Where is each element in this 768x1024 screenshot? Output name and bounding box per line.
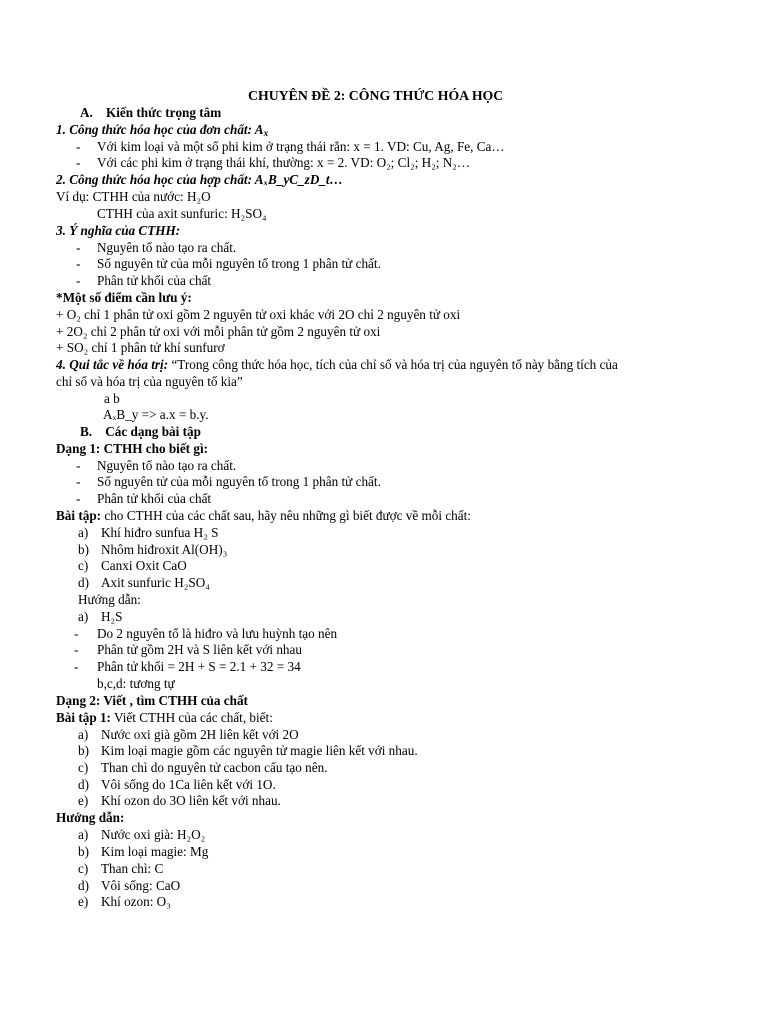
dang2-heading: Dạng 2: Viết , tìm CTHH của chất — [56, 693, 248, 708]
s3-item-3: Phân tử khối của chất — [97, 273, 212, 288]
s1-heading-text: 1. Công thức hóa học của đơn chất: A — [56, 122, 264, 137]
dang1-bullet-1: - — [76, 458, 81, 473]
dang1-exercise-text: cho CTHH của các chất sau, hãy nêu những gì biết được về mỗi chất: — [101, 508, 471, 523]
s1-item-1: Với kim loại và một số phi kim ở trạng thái rắn: x = 1. VD: Cu, Ag, Fe, Ca… — [97, 139, 505, 154]
section-a-heading: A. Kiến thức trọng tâm — [80, 105, 222, 120]
dang1-ex-a-key: a) — [78, 525, 89, 540]
s3-item-1: Nguyên tố nào tạo ra chất. — [97, 240, 237, 255]
dang2-guide-e-key: e) — [78, 894, 89, 909]
dang1-guide-bullet-2: - — [74, 642, 79, 657]
note-3: + SO₂ chỉ 1 phân tử khí sunfurơ — [56, 340, 225, 355]
s4-heading: 4. Qui tắc về hóa trị: — [56, 357, 169, 372]
dang1-bullet-2: - — [76, 474, 81, 489]
dang2-ex-e: Khí ozon do 3O liên kết với nhau. — [101, 793, 281, 808]
dang2-ex-b: Kim loại magie gồm các nguyên tử magie liên kết với nhau. — [101, 743, 418, 758]
dang1-item-1: Nguyên tố nào tạo ra chất. — [97, 458, 237, 473]
dang2-guide-a-key: a) — [78, 827, 89, 842]
dang2-exercise — [56, 710, 273, 726]
dang2-guide-d-key: d) — [78, 878, 89, 893]
dang1-guide-rest: b,c,d: tương tự — [97, 676, 175, 691]
dang2-ex-c: Than chì do nguyên tử cacbon cấu tạo nên. — [101, 760, 328, 775]
dang2-ex-c-key: c) — [78, 760, 89, 775]
dang1-ex-c-key: c) — [78, 558, 89, 573]
dang1-guide-bullet-3: - — [74, 659, 79, 674]
dang2-guide-c-key: c) — [78, 861, 89, 876]
s1-bullet-2: - — [76, 155, 81, 170]
dang2-ex-b-key: b) — [78, 743, 89, 758]
dang1-item-2: Số nguyên tử của mỗi nguyên tố trong 1 phân tử chất. — [97, 474, 381, 489]
dang2-guide-d: Vôi sống: CaO — [101, 878, 181, 893]
dang2-ex-e-key: e) — [78, 793, 89, 808]
dang2-exercise-text: Viết CTHH của các chất, biết: — [110, 710, 273, 725]
s2-example-2: CTHH của axit sunfuric: H₂SO₄ — [97, 206, 267, 221]
s4-text-1: “Trong công thức hóa học, tích của chỉ số và hóa trị của nguyên tố này bằng tích của — [171, 357, 618, 372]
dang2-exercise-label: Bài tập 1: — [56, 710, 111, 725]
note-1: + O₂ chỉ 1 phân tử oxi gồm 2 nguyên tử oxi khác với 2O chỉ 2 nguyên tử oxi — [56, 307, 461, 322]
s1-bullet-1: - — [76, 139, 81, 154]
dang2-guide-e: Khí ozon: O₃ — [101, 894, 171, 909]
dang1-guide-2: Phân tử gồm 2H và S liên kết với nhau — [97, 642, 302, 657]
dang1-ex-d: Axit sunfuric H₂SO₄ — [101, 575, 210, 590]
dang2-guide-b: Kim loại magie: Mg — [101, 844, 209, 859]
dang1-heading: Dạng 1: CTHH cho biết gì: — [56, 441, 209, 456]
dang2-ex-a: Nước oxi già gồm 2H liên kết với 2O — [101, 727, 299, 742]
dang2-guide-b-key: b) — [78, 844, 89, 859]
dang1-guide-a: H₂S — [101, 609, 123, 624]
section-b-heading: B. Các dạng bài tập — [80, 424, 201, 439]
dang1-ex-c: Canxi Oxit CaO — [101, 558, 187, 573]
dang1-exercise-label: Bài tập: — [56, 508, 102, 523]
notes-heading: *Một số điểm cần lưu ý: — [56, 290, 192, 305]
dang2-ex-a-key: a) — [78, 727, 89, 742]
s1-heading-sub: x — [263, 128, 269, 138]
dang1-item-3: Phân tử khối của chất — [97, 491, 212, 506]
dang1-bullet-3: - — [76, 491, 81, 506]
dang1-exercise — [56, 508, 471, 524]
s3-bullet-3: - — [76, 273, 81, 288]
dang1-guide-bullet-1: - — [74, 626, 79, 641]
dang1-guide-3: Phân tử khối = 2H + S = 2.1 + 32 = 34 — [97, 659, 301, 674]
s3-item-2: Số nguyên tử của mỗi nguyên tố trong 1 phân tử chất. — [97, 256, 381, 271]
s4-line-1 — [56, 357, 618, 373]
s2-heading: 2. Công thức hóa học của hợp chất: AₓB_yC_zD_t… — [56, 172, 343, 187]
dang1-ex-b-key: b) — [78, 542, 89, 557]
s4-text-2: chỉ số và hóa trị của nguyên tố kia” — [56, 374, 243, 389]
dang2-guide-a: Nước oxi già: H₂O₂ — [101, 827, 206, 842]
document-title: CHUYÊN ĐỀ 2: CÔNG THỨC HÓA HỌC — [248, 88, 504, 103]
s1-item-2: Với các phi kim ở trạng thái khí, thường: x = 2. VD: O₂; Cl₂; H₂; N₂… — [97, 155, 471, 170]
dang1-ex-a: Khí hiđro sunfua H₂ S — [101, 525, 219, 540]
dang1-guide-label: Hướng dẫn: — [78, 592, 141, 607]
s3-bullet-2: - — [76, 256, 81, 271]
dang1-guide-1: Do 2 nguyên tố là hiđro và lưu huỳnh tạo nên — [97, 626, 338, 641]
s2-example-1: Ví dụ: CTHH của nước: H₂O — [56, 189, 211, 204]
dang2-ex-d-key: d) — [78, 777, 89, 792]
dang1-guide-a-key: a) — [78, 609, 89, 624]
s4-valence-ab: a b — [104, 391, 120, 406]
note-2: + 2O₂ chỉ 2 phân tử oxi với mỗi phân tử gồm 2 nguyên tử oxi — [56, 324, 381, 339]
dang2-guide-label: Hướng dẫn: — [56, 810, 125, 825]
dang2-ex-d: Vôi sống do 1Ca liên kết với 1O. — [101, 777, 276, 792]
s1-heading — [56, 122, 268, 138]
s4-formula: AₓB_y => a.x = b.y. — [103, 407, 209, 422]
dang1-ex-b: Nhôm hiđroxit Al(OH)₃ — [101, 542, 228, 557]
s3-heading: 3. Ý nghĩa của CTHH: — [56, 223, 181, 238]
dang2-guide-c: Than chì: C — [101, 861, 164, 876]
s3-bullet-1: - — [76, 240, 81, 255]
dang1-ex-d-key: d) — [78, 575, 89, 590]
